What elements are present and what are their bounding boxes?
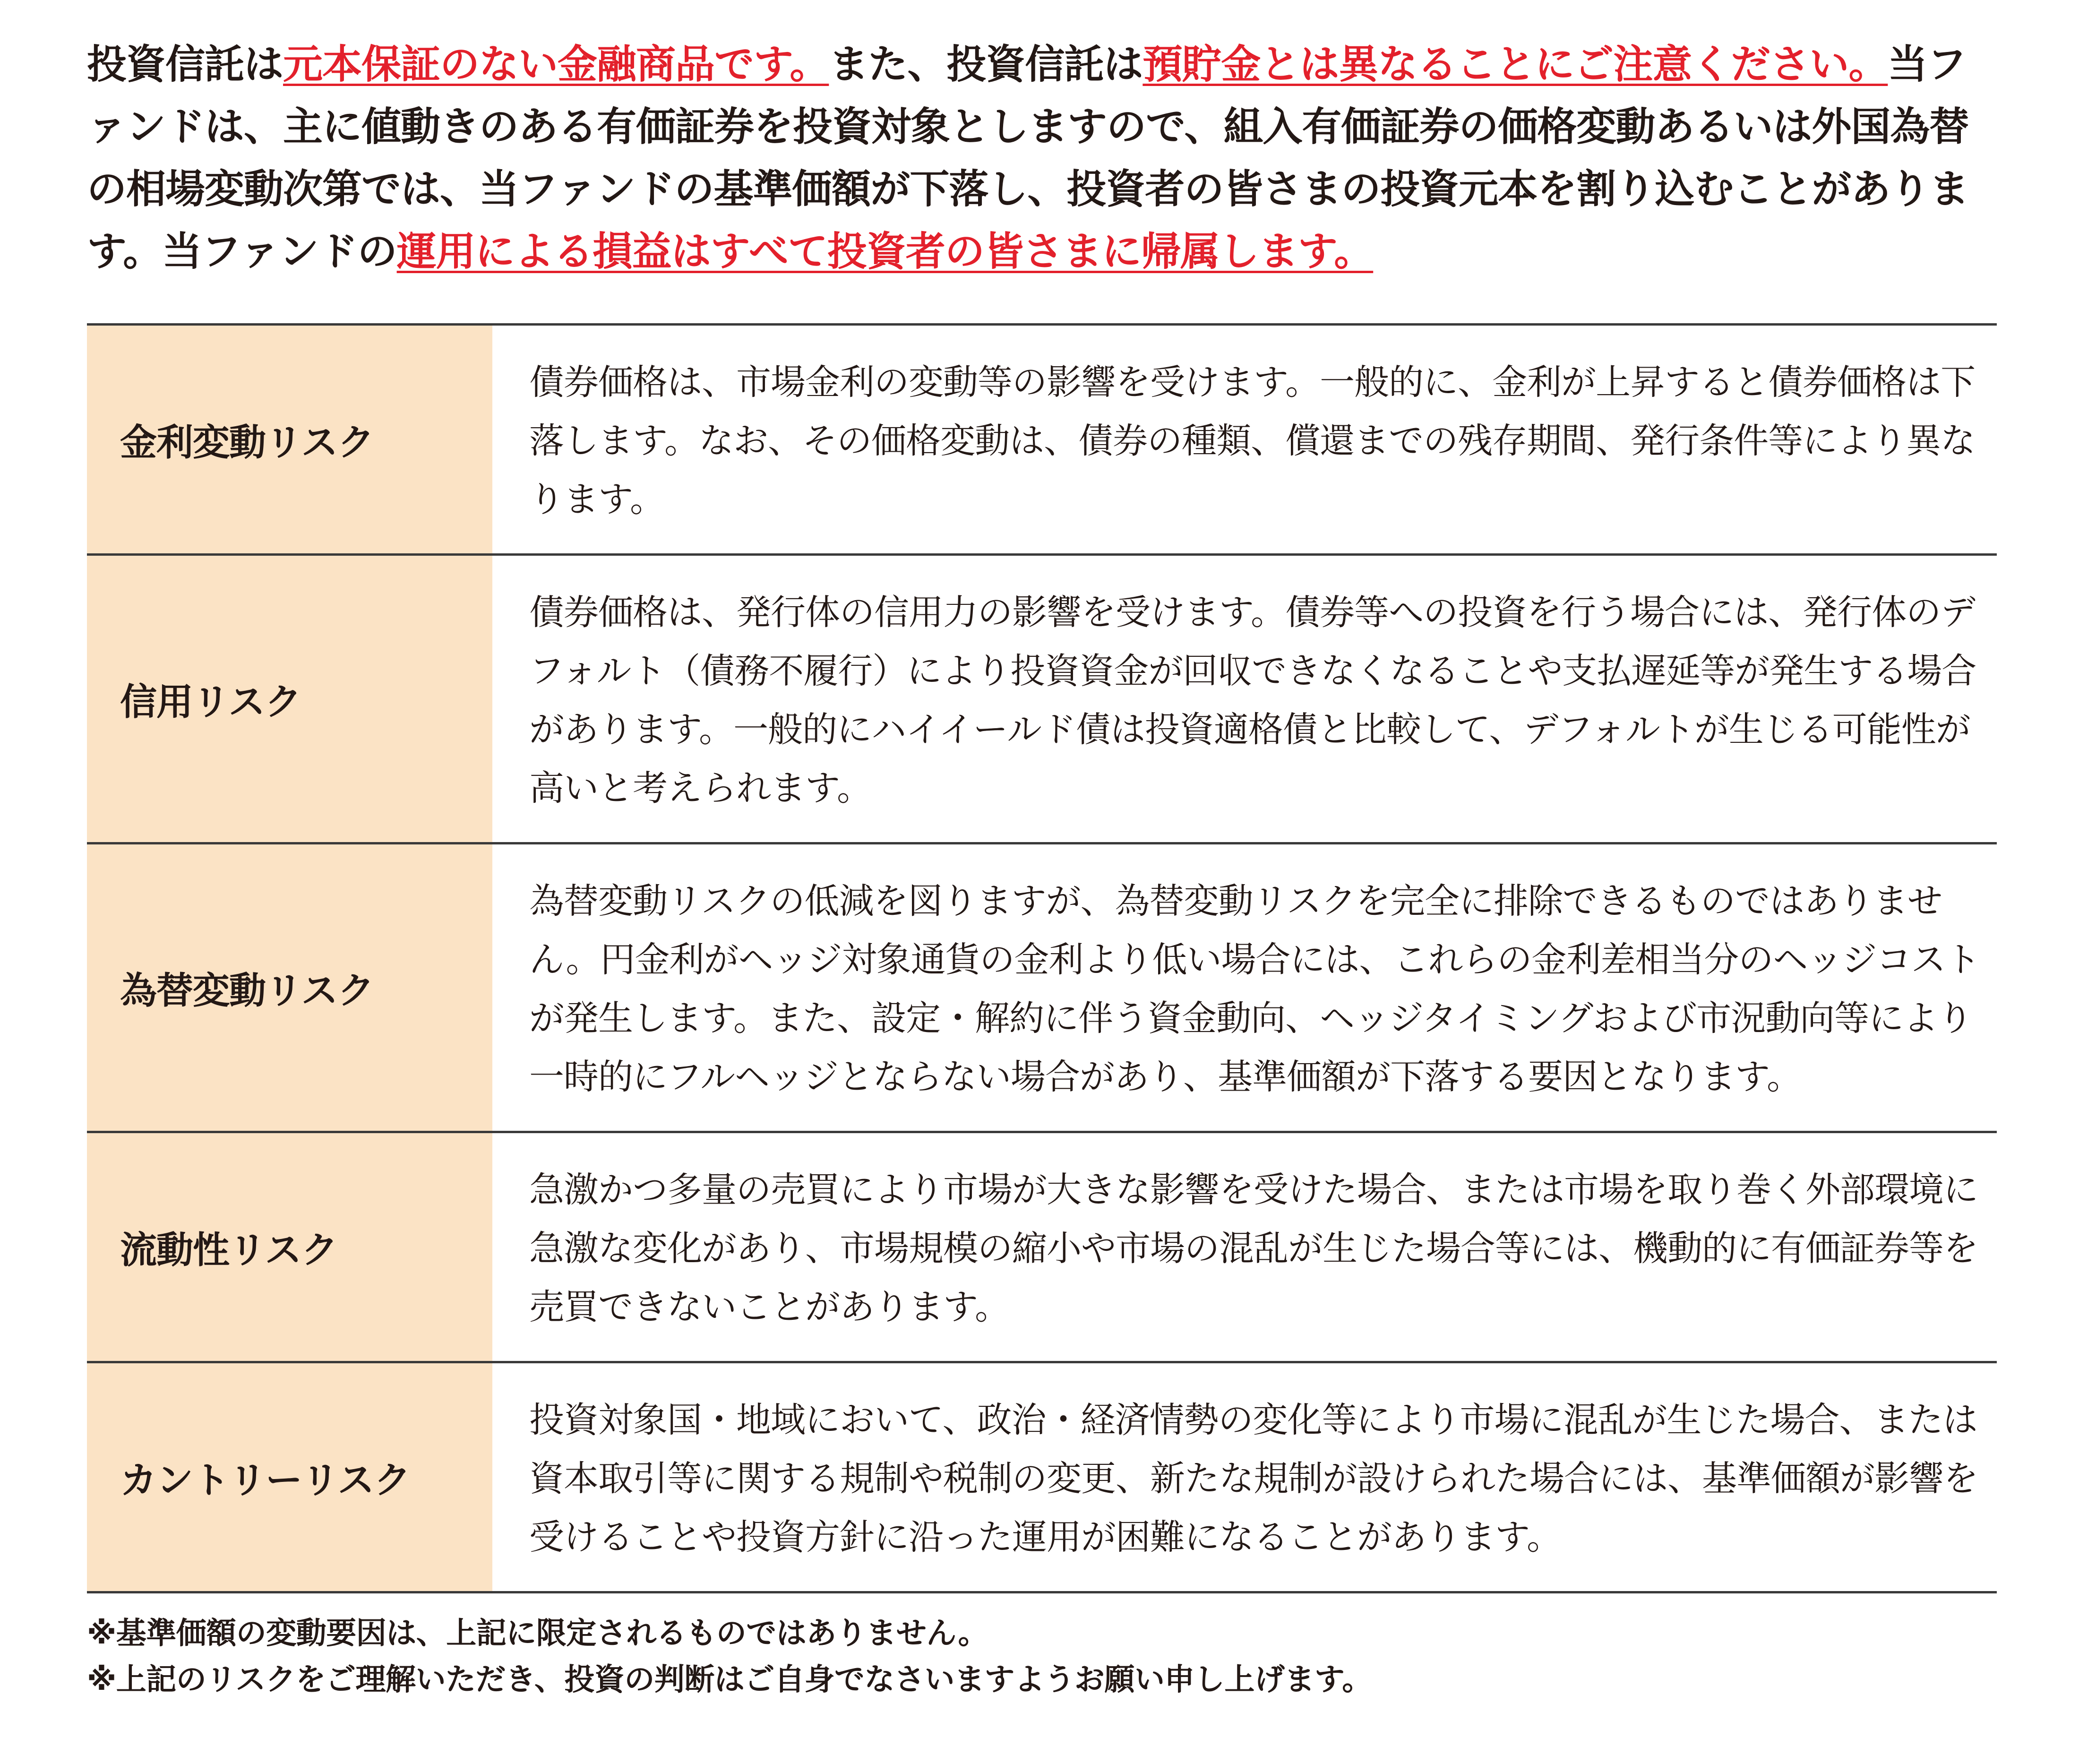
risk-description: 為替変動リスクの低減を図りますが、為替変動リスクを完全に排除できるものではありません。円金利がヘッジ対象通貨の金利より低い場合には、これらの金利差相当分のヘッジコストが発生します。また、設定・解約に伴う資金動向、ヘッジタイミングおよび市況動向等により一時的にフルヘッジとならない場合があり、基準価額が下落する要因となります。: [529, 881, 1980, 1097]
risk-row-interest-rate: [87, 326, 1997, 556]
document-page: [87, 33, 1997, 1703]
risk-description: 債券価格は、発行体の信用力の影響を受けます。債券等への投資を行う場合には、発行体のデフォルト（債務不履行）により投資資金が回収できなくなることや支払遅延等が発生する場合があります。一般的にハイイールド債は投資適格債と比較して、デフォルトが生じる可能性が高いと考えられます。: [529, 592, 1976, 809]
risk-description: 投資対象国・地域において、政治・経済情勢の変化等により市場に混乱が生じた場合、または資本取引等に関する規制や税制の変更、新たな規制が設けられた場合には、基準価額が影響を受けることや投資方針に沿った運用が困難になることがあります。: [529, 1400, 1978, 1557]
risk-row-liquidity: [87, 1133, 1997, 1363]
risk-description: 債券価格は、市場金利の変動等の影響を受けます。一般的に、金利が上昇すると債券価格は下落します。なお、その価格変動は、債券の種類、償還までの残存期間、発行条件等により異なります。: [529, 362, 1976, 520]
risk-name: 流動性リスク: [87, 1133, 492, 1361]
intro-emphasis: 運用による損益はすべて投資者の皆さまに帰属します。: [396, 228, 1374, 275]
intro-text: 当ファンドは、主に値動きのある有価証券を投資対象としますので、組入有価証券の価格変動あるいは外国為替の相場変動次第では、当ファンドの基準価額が下落し、投資者の皆さまの投資元本を割り込むことがあります。当ファンドの: [87, 41, 1969, 275]
footnotes: [87, 1610, 1997, 1703]
footnote: ※上記のリスクをご理解いただき、投資の判断はご自身でなさいますようお願い申し上げます。: [87, 1662, 1372, 1697]
risk-name: カントリーリスク: [87, 1363, 492, 1591]
risk-name: 為替変動リスク: [87, 844, 492, 1131]
risk-row-country: [87, 1363, 1997, 1593]
risk-description: 急激かつ多量の売買により市場が大きな影響を受けた場合、または市場を取り巻く外部環境に急激な変化があり、市場規模の縮小や市場の混乱が生じた場合等には、機動的に有価証券等を売買できないことがあります。: [529, 1170, 1978, 1327]
risk-row-credit: [87, 556, 1997, 844]
intro-text: 投資信託は: [87, 41, 284, 87]
risk-row-currency: [87, 844, 1997, 1133]
intro-emphasis: 元本保証のない金融商品です。: [283, 41, 829, 87]
intro-text: また、投資信託は: [829, 41, 1143, 87]
intro-emphasis: 預貯金とは異なることにご注意ください。: [1143, 41, 1888, 87]
risk-table: [87, 323, 1997, 1593]
footnote: ※基準価額の変動要因は、上記に限定されるものではありません。: [87, 1616, 988, 1651]
risk-name: 金利変動リスク: [87, 326, 492, 553]
intro-paragraph: [87, 33, 1997, 283]
risk-name: 信用リスク: [87, 556, 492, 842]
